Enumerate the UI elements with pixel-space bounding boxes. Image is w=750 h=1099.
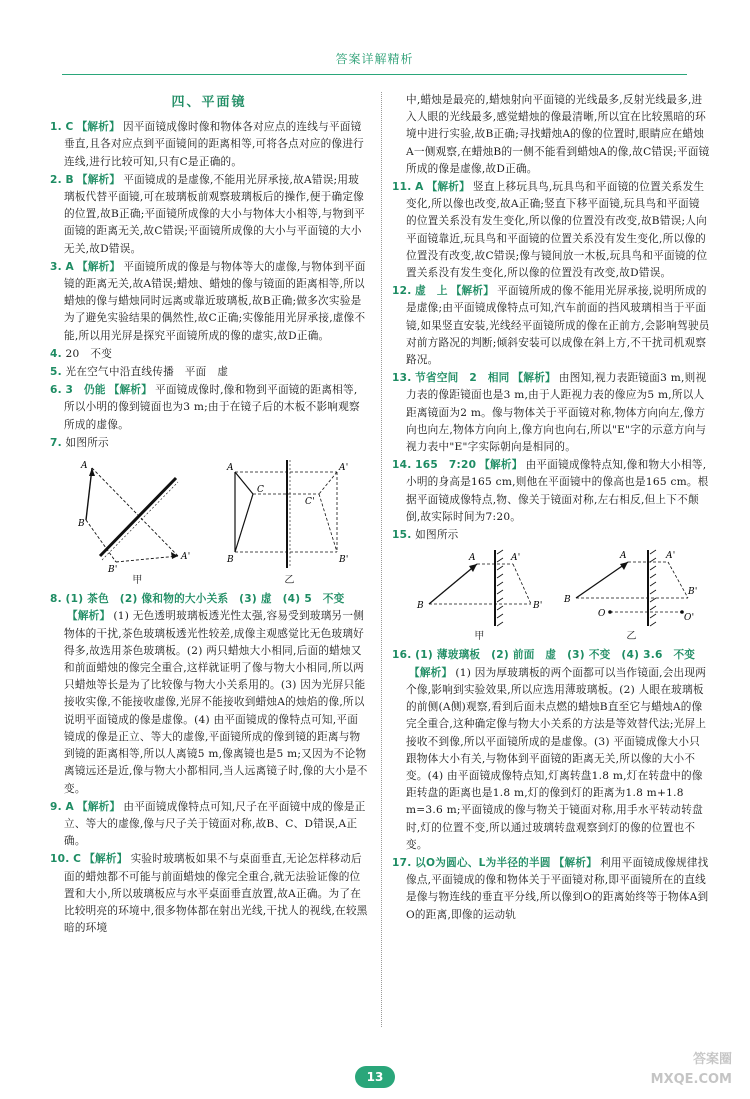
answer-14: 14. 165 7:20 【解析】 由平面镜成像特点知,像和物大小相等,小明的身高是165 cm,则他在平面镜中的像高也是165 cm。根据平面镜成像特点,物、像关于镜面对称,左右相反,但上下不颠倒,故实际时间为7:20。 xyxy=(392,459,709,523)
figure-7b xyxy=(225,456,355,589)
page-header xyxy=(62,46,687,75)
answer-7: 7. 如图所示 xyxy=(50,436,109,449)
svg-text:A': A' xyxy=(338,463,348,474)
answer-13: 13. 节省空间 2 相同 【解析】 由图知,视力表距镜面3 m,则视力表的像距镜面也是3 m,由于人距视力表的像应为5 m,所以人距离镜面为2 m。像与物体关于平面镜对称,物体方向向左,像方向也向左,物体方向向上,像方向也向右,所以"E"字的示意方向与视力表中"E"字实际朝向是相同的。 xyxy=(392,372,707,454)
answer-12: 12. 虚 上 【解析】 平面镜所成的像不能用光屏承接,说明所成的是虚像;由平面镜成像特点可知,汽车前面的挡风玻璃相当于平面镜,如果竖直安装,光线经平面镜所成的像在正前方,会影响驾驶员对前方路况的判断;倾斜安装可以成像在斜上方,不干扰司机观察路况。 xyxy=(392,285,710,367)
svg-text:O': O' xyxy=(683,613,694,624)
answer-8: 8. (1) 茶色 (2) 像和物的大小关系 (3) 虚 (4) 5 不变【解析】 (1) 无色透明玻璃板透光性太强,容易受到玻璃另一侧物体的干扰,茶色玻璃板透光性较差,成像主观感觉比无色玻璃好得多,故选用茶色玻璃板。(2) 两只蜡烛大小相同,后面的蜡烛又和前面蜡烛的像完全重合,这样就证明了像与物大小相同,所以两只蜡烛等长是为了比较像与物大小关系用的。(3) 因为光屏只能接收实像,不能接收虚像,光屏不能接收到蜡烛A的烛焰的像,所以说明平面镜成的像是虚像。(4) 由平面镜成的像特点可知,平面镜成的像是正立、等大的虚像,平面镜所成的像到镜的距离与物到镜的距离相等,所以人离镜5 m,像离镜也是5 m;又因为不论物离镜远还是近,像与物大小都相同,当人远离镜子时,像的大小是不变。 xyxy=(50,593,368,795)
svg-text:B: B xyxy=(563,595,571,606)
svg-text:C': C' xyxy=(304,497,315,508)
answer-9: 9. A 【解析】 由平面镜成像特点可知,尺子在平面镜中成的像是正立、等大的虚像,像与尺子关于镜面对称,故B、C、D错误,A正确。 xyxy=(50,800,366,848)
answer-15: 15. 如图所示 xyxy=(392,529,459,542)
answer-10: 10. C 【解析】 实验时玻璃板如果不与桌面垂直,无论怎样移动后面的蜡烛都不可能与前面蜡烛的像完全重合,就无法验证像的位置和大小,所以玻璃板应与水平桌面垂直放置,故A正确。为了在比较明亮的环境中,很多物体都在射出光线,干扰人的视线,在较黑暗的环境 xyxy=(50,853,368,935)
mirror-diagram-15b xyxy=(562,548,702,630)
svg-text:A: A xyxy=(619,551,627,562)
answer-6: 6. 3 仍能 【解析】 平面镜成像时,像和物到平面镜的距离相等,所以小明的像到镜面也为3 m;由于在镜子后的木板不影响观察所成的虚像。 xyxy=(50,384,360,431)
mirror-diagram-15a xyxy=(415,548,545,630)
mirror-diagram-a xyxy=(78,456,198,574)
answer-5: 5. 光在空气中沿直线传播 平面 虚 xyxy=(50,366,229,379)
answer-2: 2. B 【解析】 平面镜成的是虚像,不能用光屏承接,故A错误;用玻璃板代替平面镜,可在玻璃板前观察玻璃板后的操作,便于确定像的位置,故B正确;平面镜所成像的大小与物体大小相等,与物到平面镜的距离无关,故C错误;平面镜所成像的大小与平面镜的大小无关,故D错误。 xyxy=(50,173,366,255)
svg-text:B': B' xyxy=(532,601,543,612)
answer-11: 11. A 【解析】 竖直上移玩具鸟,玩具鸟和平面镜的位置关系发生变化,所以像也改变,故A正确;竖直下移平面镜,玩具鸟和平面镜的位置关系没有发生变化,所以像的位置没有改变,故B错误;人向平面镜靠近,玩具鸟和平面镜的位置关系没有发生变化,所以像的位置没有改变,故C错误;像与镜间放一木板,玩具鸟和平面镜的位置关系没有发生变化,所以像的位置没有改变,故D错误。 xyxy=(392,181,708,280)
label-A: A xyxy=(80,461,88,472)
caption-a: 甲 xyxy=(132,575,143,587)
svg-text:B: B xyxy=(226,555,234,566)
answer-1: 1. C 【解析】 因平面镜成像时像和物体各对应点的连线与平面镜垂直,且各对应点到平面镜间的距离相等,可将各点对应的像进行连线,进行比较可知,只有C是正确的。 xyxy=(50,121,365,168)
svg-text:A: A xyxy=(468,553,476,564)
mirror-diagram-b xyxy=(225,456,355,574)
figure-15b: A B A' B' O O' 乙 xyxy=(562,548,702,645)
figure-7 xyxy=(64,456,368,589)
figure-15 xyxy=(406,548,710,645)
left-column xyxy=(50,92,368,1022)
answer-3: 3. A 【解析】 平面镜所成的像是与物体等大的虚像,与物体到平面镜的距离无关,故A错误;蜡烛、蜡烛的像与镜面的距离相等,所以蜡烛的像与蜡烛同时远离或靠近玻璃板,故B正确;做多次实验是为了避免实验结果的偶然性,故C正确;实像能用光屏承接,虚像不能,所以用光屏是探究平面镜所成的像的虚实,故D正确。 xyxy=(50,260,366,342)
answer-4: 4. 20 不变 xyxy=(50,347,113,360)
page-number: 13 xyxy=(355,1066,395,1088)
svg-text:B: B xyxy=(416,601,424,612)
answer-17: 17. 以O为圆心、L为半径的半圆 【解析】 利用平面镜成像规律找像点,平面镜成的像和物体关于平面镜对称,即平面镜所在的直线是像与物连线的垂直平分线,所以像到O的距离始终等于物体A到O的距离,即像的运动轨 xyxy=(392,856,709,921)
svg-text:B': B' xyxy=(338,555,349,566)
section-title: 四、平面镜 xyxy=(171,95,247,110)
watermark-logo: 答案圈 MXQE.COM xyxy=(650,1052,732,1087)
label-B1: B' xyxy=(107,565,118,575)
right-column xyxy=(392,92,710,1022)
header-title: 答案详解精析 xyxy=(335,52,414,66)
svg-text:O: O xyxy=(597,609,606,620)
figure-7a xyxy=(78,456,198,589)
caption-b: 乙 xyxy=(284,575,295,587)
label-A1: A' xyxy=(180,552,190,563)
figure-15a: A B A' B' 甲 xyxy=(415,548,545,645)
svg-text:A: A xyxy=(226,463,234,474)
column-divider xyxy=(381,92,382,1027)
svg-text:C: C xyxy=(256,485,264,496)
answer-10-continued: 中,蜡烛是最亮的,蜡烛射向平面镜的光线最多,反射光线最多,进入人眼的光线最多,感觉蜡烛的像最清晰,所以宜在比较黑暗的环境中进行实验,故B正确;寻找蜡烛A的像的位置时,眼睛应在蜡烛A一侧观察,在蜡烛B的一侧不能看到蜡烛A的像,故C错误;平面镜所成的像是虚像,故D正确。 xyxy=(406,94,710,175)
svg-text:A': A' xyxy=(510,553,520,564)
svg-text:A': A' xyxy=(665,551,675,562)
svg-text:B': B' xyxy=(687,587,698,598)
answer-16: 16. (1) 薄玻璃板 (2) 前面 虚 (3) 不变 (4) 3.6 不变【解析】 (1) 因为厚玻璃板的两个面都可以当作镜面,会出现两个像,影响到实验效果,所以应选用薄玻璃板。(2) 人眼在玻璃板的前侧(A侧)观察,看到后面未点燃的蜡烛B直至它与蜡烛A的像完全重合,这种确定像与物大小关系的方法是等效替代法;光屏上接收不到像,所以平面镜所成的是虚像。(3) 平面镜成像大小只跟物体大小有关,与物体到平面镜的距离无关,所以像的大小不变。(4) 由平面镜成像特点知,灯离转盘1.8 m,灯在转盘中的像距转盘的距离也是1.8 m,灯的像到灯的距离为1.8 m+1.8 m=3.6 m;平面镜成的像与物关于镜面对称,用手水平转动转盘时,灯的位置不变,所以通过玻璃转盘观察到灯的像的位置也不变。 xyxy=(392,649,707,851)
label-B: B xyxy=(77,519,85,530)
